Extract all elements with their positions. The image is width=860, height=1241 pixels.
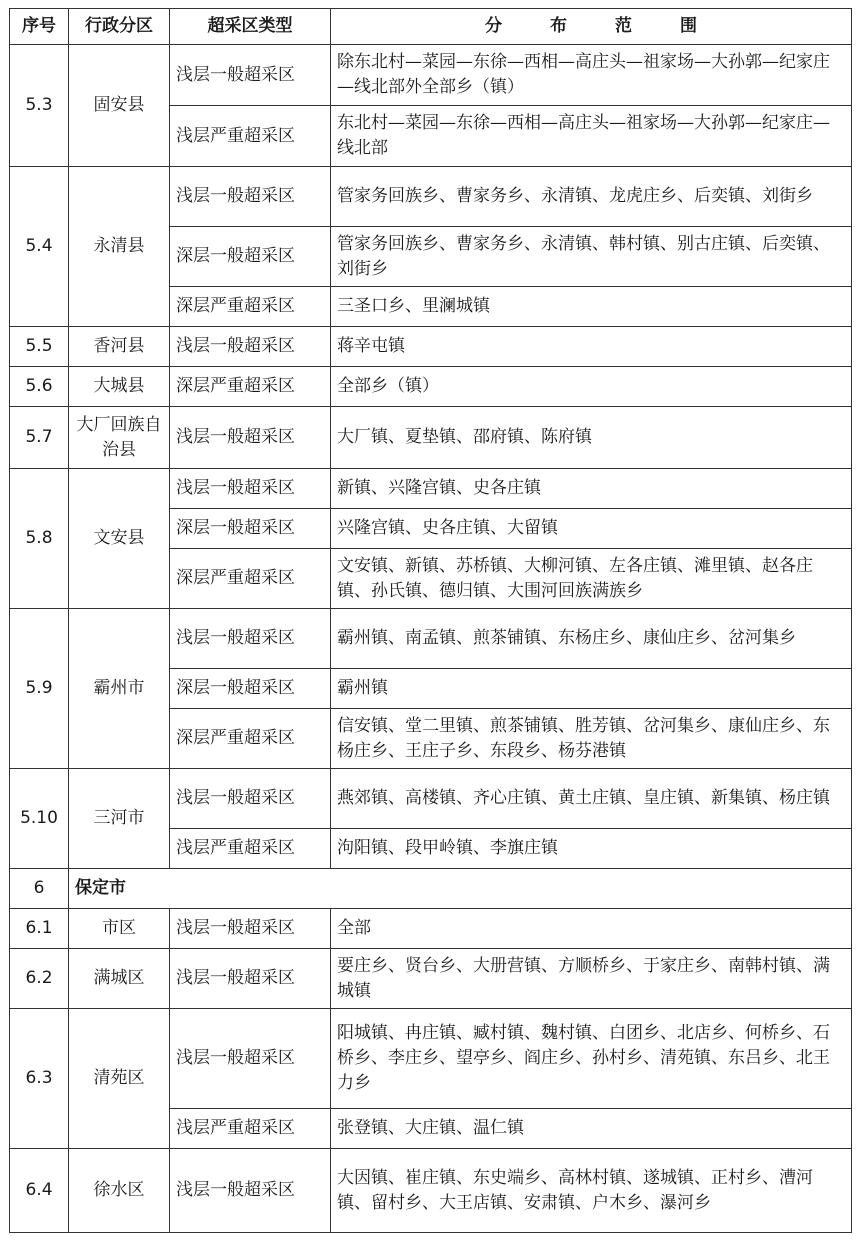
distribution-range: 张登镇、大庄镇、温仁镇 — [331, 1109, 852, 1149]
overdraft-type: 浅层严重超采区 — [170, 829, 331, 869]
header-distribution — [331, 9, 852, 45]
overdraft-type: 深层一般超采区 — [170, 509, 331, 549]
row-number: 5.8 — [10, 469, 69, 609]
row-number: 6.2 — [10, 949, 69, 1009]
distribution-range: 大厂镇、夏垫镇、邵府镇、陈府镇 — [331, 407, 852, 469]
overdraft-type: 浅层一般超采区 — [170, 167, 331, 227]
overdraft-type: 浅层一般超采区 — [170, 45, 331, 106]
section-title: 保定市 — [69, 869, 852, 909]
row-number: 5.10 — [10, 769, 69, 869]
distribution-range: 管家务回族乡、曹家务乡、永清镇、韩村镇、别古庄镇、后奕镇、刘街乡 — [331, 227, 852, 287]
row-number: 6.3 — [10, 1009, 69, 1149]
division-name: 霸州市 — [69, 609, 170, 769]
division-name: 徐水区 — [69, 1149, 170, 1233]
header-type: 超采区类型 — [170, 9, 331, 45]
section-number: 6 — [10, 869, 69, 909]
overdraft-type: 浅层一般超采区 — [170, 407, 331, 469]
distribution-range: 兴隆宫镇、史各庄镇、大留镇 — [331, 509, 852, 549]
overdraft-type: 浅层严重超采区 — [170, 106, 331, 167]
distribution-range: 霸州镇、南孟镇、煎茶铺镇、东杨庄乡、康仙庄乡、岔河集乡 — [331, 609, 852, 669]
row-number: 5.5 — [10, 327, 69, 367]
division-name: 永清县 — [69, 167, 170, 327]
distribution-range: 新镇、兴隆宫镇、史各庄镇 — [331, 469, 852, 509]
distribution-range: 蒋辛屯镇 — [331, 327, 852, 367]
division-name: 市区 — [69, 909, 170, 949]
table-row — [10, 367, 852, 407]
overdraft-type: 浅层一般超采区 — [170, 949, 331, 1009]
distribution-range: 全部乡（镇） — [331, 367, 852, 407]
division-name: 大城县 — [69, 367, 170, 407]
row-number: 5.7 — [10, 407, 69, 469]
distribution-range: 信安镇、堂二里镇、煎茶铺镇、胜芳镇、岔河集乡、康仙庄乡、东杨庄乡、王庄子乡、东段乡、杨芬港镇 — [331, 709, 852, 769]
row-number: 6.4 — [10, 1149, 69, 1233]
row-number: 5.4 — [10, 167, 69, 327]
table-row — [10, 167, 852, 227]
distribution-range: 霸州镇 — [331, 669, 852, 709]
header-no: 序号 — [10, 9, 69, 45]
table-row — [10, 469, 852, 509]
overdraft-type: 浅层一般超采区 — [170, 609, 331, 669]
overdraft-type: 深层一般超采区 — [170, 227, 331, 287]
header-row — [10, 9, 852, 45]
table-row — [10, 769, 852, 829]
overdraft-type: 深层严重超采区 — [170, 709, 331, 769]
page — [9, 8, 852, 1233]
table-row — [10, 909, 852, 949]
overdraft-type: 浅层一般超采区 — [170, 769, 331, 829]
table-row — [10, 949, 852, 1009]
distribution-range: 除东北村—菜园—东徐—西相—高庄头—祖家场—大孙郭—纪家庄—线北部外全部乡（镇） — [331, 45, 852, 106]
row-number: 5.9 — [10, 609, 69, 769]
overdraft-type: 深层一般超采区 — [170, 669, 331, 709]
header-division: 行政分区 — [69, 9, 170, 45]
table-row — [10, 609, 852, 669]
overdraft-type: 浅层一般超采区 — [170, 469, 331, 509]
table-row — [10, 45, 852, 106]
division-name: 满城区 — [69, 949, 170, 1009]
distribution-range: 大因镇、崔庄镇、东史端乡、高林村镇、遂城镇、正村乡、漕河镇、留村乡、大王店镇、安肃镇、户木乡、瀑河乡 — [331, 1149, 852, 1233]
row-number: 5.6 — [10, 367, 69, 407]
distribution-range: 泃阳镇、段甲岭镇、李旗庄镇 — [331, 829, 852, 869]
overdraft-type: 浅层一般超采区 — [170, 909, 331, 949]
overdraft-type: 深层严重超采区 — [170, 287, 331, 327]
table-row — [10, 1149, 852, 1233]
division-name: 文安县 — [69, 469, 170, 609]
row-number: 6.1 — [10, 909, 69, 949]
distribution-range: 三圣口乡、里澜城镇 — [331, 287, 852, 327]
division-name: 大厂回族自治县 — [69, 407, 170, 469]
header-dist-char: 分 — [485, 16, 502, 36]
division-name: 香河县 — [69, 327, 170, 367]
distribution-range: 要庄乡、贤台乡、大册营镇、方顺桥乡、于家庄乡、南韩村镇、满城镇 — [331, 949, 852, 1009]
distribution-range: 文安镇、新镇、苏桥镇、大柳河镇、左各庄镇、滩里镇、赵各庄镇、孙氏镇、德归镇、大围河回族满族乡 — [331, 549, 852, 609]
header-dist-char: 范 — [615, 16, 632, 36]
overdraft-area-table — [9, 8, 852, 1233]
distribution-range: 管家务回族乡、曹家务乡、永清镇、龙虎庄乡、后奕镇、刘街乡 — [331, 167, 852, 227]
division-name: 固安县 — [69, 45, 170, 167]
section-row — [10, 869, 852, 909]
table-row — [10, 407, 852, 469]
overdraft-type: 浅层严重超采区 — [170, 1109, 331, 1149]
overdraft-type: 浅层一般超采区 — [170, 327, 331, 367]
row-number: 5.3 — [10, 45, 69, 167]
distribution-range: 燕郊镇、高楼镇、齐心庄镇、黄土庄镇、皇庄镇、新集镇、杨庄镇 — [331, 769, 852, 829]
overdraft-type: 浅层一般超采区 — [170, 1149, 331, 1233]
overdraft-type: 深层严重超采区 — [170, 549, 331, 609]
overdraft-type: 浅层一般超采区 — [170, 1009, 331, 1109]
distribution-range: 全部 — [331, 909, 852, 949]
distribution-range: 阳城镇、冉庄镇、臧村镇、魏村镇、白团乡、北店乡、何桥乡、石桥乡、李庄乡、望亭乡、阎庄乡、孙村乡、清苑镇、东吕乡、北王力乡 — [331, 1009, 852, 1109]
table-row — [10, 1009, 852, 1109]
overdraft-type: 深层严重超采区 — [170, 367, 331, 407]
division-name: 三河市 — [69, 769, 170, 869]
header-dist-char: 围 — [680, 16, 697, 36]
distribution-range: 东北村—菜园—东徐—西相—高庄头—祖家场—大孙郭—纪家庄—线北部 — [331, 106, 852, 167]
table-row — [10, 327, 852, 367]
header-dist-char: 布 — [550, 16, 567, 36]
division-name: 清苑区 — [69, 1009, 170, 1149]
